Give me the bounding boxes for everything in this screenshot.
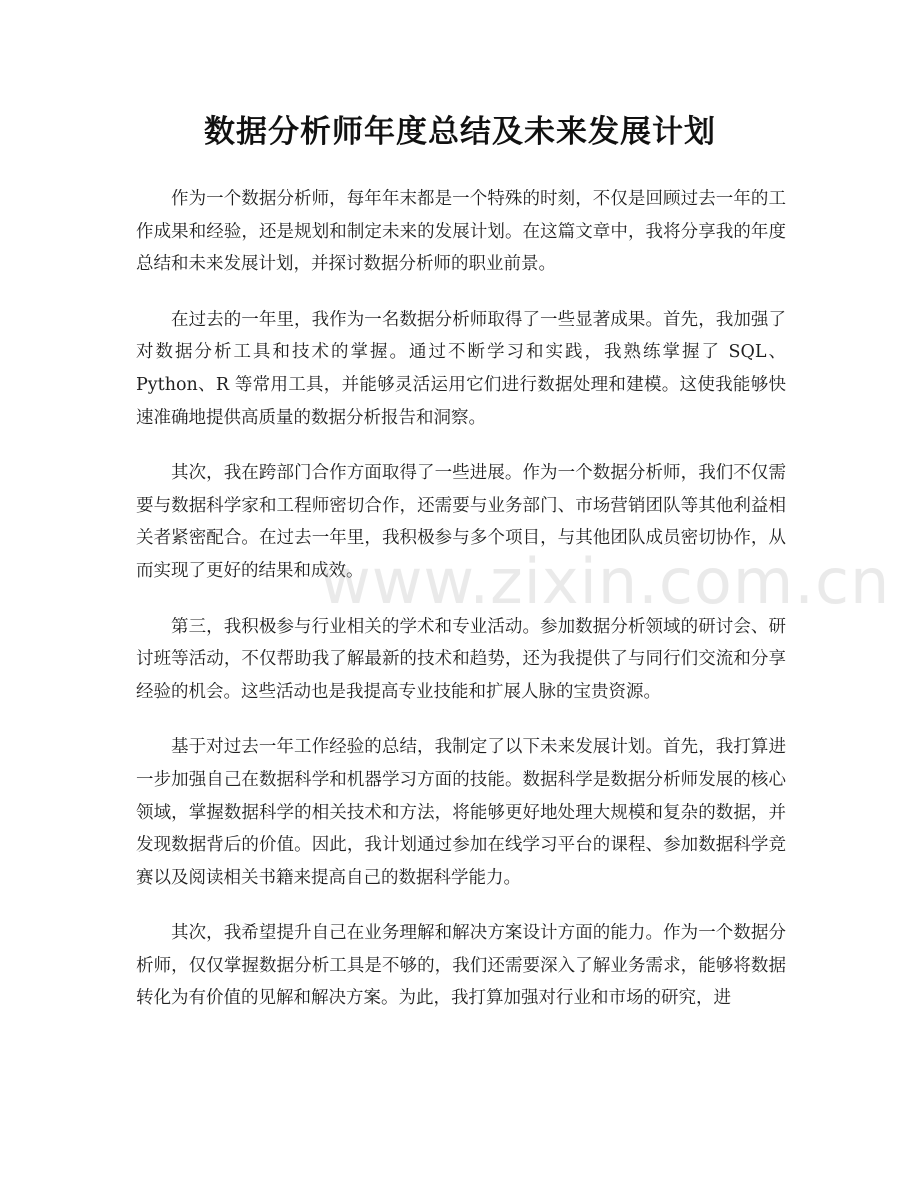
watermark: www.zixin.com.cn	[320, 545, 891, 618]
paragraph-professional-activities: 第三，我积极参与行业相关的学术和专业活动。参加数据分析领域的研讨会、研讨班等活动，不仅帮助我了解最新的技术和趋势，还为我提供了与同行们交流和分享经验的机会。这些活动也是我提高专业技能和扩展人脉的宝贵资源。	[136, 616, 786, 702]
paragraph-achievements-tools: 在过去的一年里，我作为一名数据分析师取得了一些显著成果。首先，我加强了对数据分析工具和技术的掌握。通过不断学习和实践，我熟练掌握了 SQL、Python、R 等常用工具，并能够灵活运用它们进行数据处理和建模。这使我能够快速准确地提供高质量的数据分析报告和洞察。	[136, 309, 786, 428]
page-title: 数据分析师年度总结及未来发展计划	[204, 114, 716, 150]
paragraph-future-plan-data-science: 基于对过去一年工作经验的总结，我制定了以下未来发展计划。首先，我打算进一步加强自己在数据科学和机器学习方面的技能。数据科学是数据分析师发展的核心领域，掌握数据科学的相关技术和方法，将能够更好地处理大规模和复杂的数据，并发现数据背后的价值。因此，我计划通过参加在线学习平台的课程、参加数据科学竞赛以及阅读相关书籍来提高自己的数据科学能力。	[136, 737, 786, 888]
paragraph-intro: 作为一个数据分析师，每年年末都是一个特殊的时刻，不仅是回顾过去一年的工作成果和经验，还是规划和制定未来的发展计划。在这篇文章中，我将分享我的年度总结和未来发展计划，并探讨数据分析师的职业前景。	[136, 189, 786, 275]
paragraph-future-plan-business: 其次，我希望提升自己在业务理解和解决方案设计方面的能力。作为一个数据分析师，仅仅掌握数据分析工具是不够的，我们还需要深入了解业务需求，能够将数据转化为有价值的见解和解决方案。为此，我打算加强对行业和市场的研究，进	[136, 923, 786, 1009]
document-body	[136, 183, 786, 1038]
paragraph-collaboration: 其次，我在跨部门合作方面取得了一些进展。作为一个数据分析师，我们不仅需要与数据科学家和工程师密切合作，还需要与业务部门、市场营销团队等其他利益相关者紧密配合。在过去一年里，我积极参与多个项目，与其他团队成员密切协作，从而实现了更好的结果和成效。	[136, 463, 786, 581]
